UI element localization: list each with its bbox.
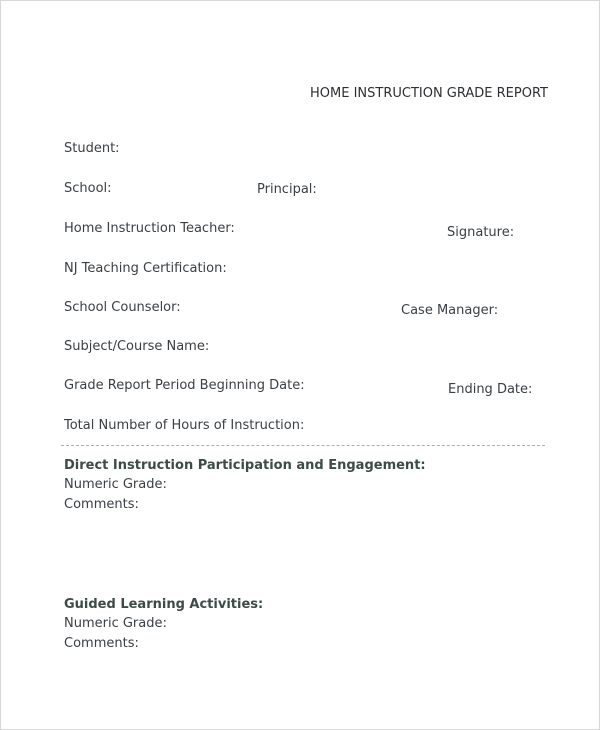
teacher-label: Home Instruction Teacher: (64, 221, 235, 236)
case-manager-label: Case Manager: (401, 303, 499, 318)
certification-label: NJ Teaching Certification: (64, 261, 227, 276)
student-label: Student: (64, 141, 120, 156)
subject-label: Subject/Course Name: (64, 339, 210, 354)
begin-date-label: Grade Report Period Beginning Date: (64, 378, 305, 393)
signature-label: Signature: (447, 225, 515, 240)
numeric-grade-label: Numeric Grade: (64, 477, 167, 492)
counselor-label: School Counselor: (64, 300, 181, 315)
hours-label: Total Number of Hours of Instruction: (64, 418, 305, 433)
section-heading: Direct Instruction Participation and Engagement: (64, 458, 426, 473)
section-divider (61, 445, 545, 446)
report-title: HOME INSTRUCTION GRADE REPORT (310, 86, 548, 101)
numeric-grade-label: Numeric Grade: (64, 616, 167, 631)
end-date-label: Ending Date: (448, 382, 533, 397)
school-label: School: (64, 181, 112, 196)
principal-label: Principal: (257, 182, 317, 197)
section-heading: Guided Learning Activities: (64, 597, 264, 612)
comments-label: Comments: (64, 497, 139, 512)
comments-label: Comments: (64, 636, 139, 651)
